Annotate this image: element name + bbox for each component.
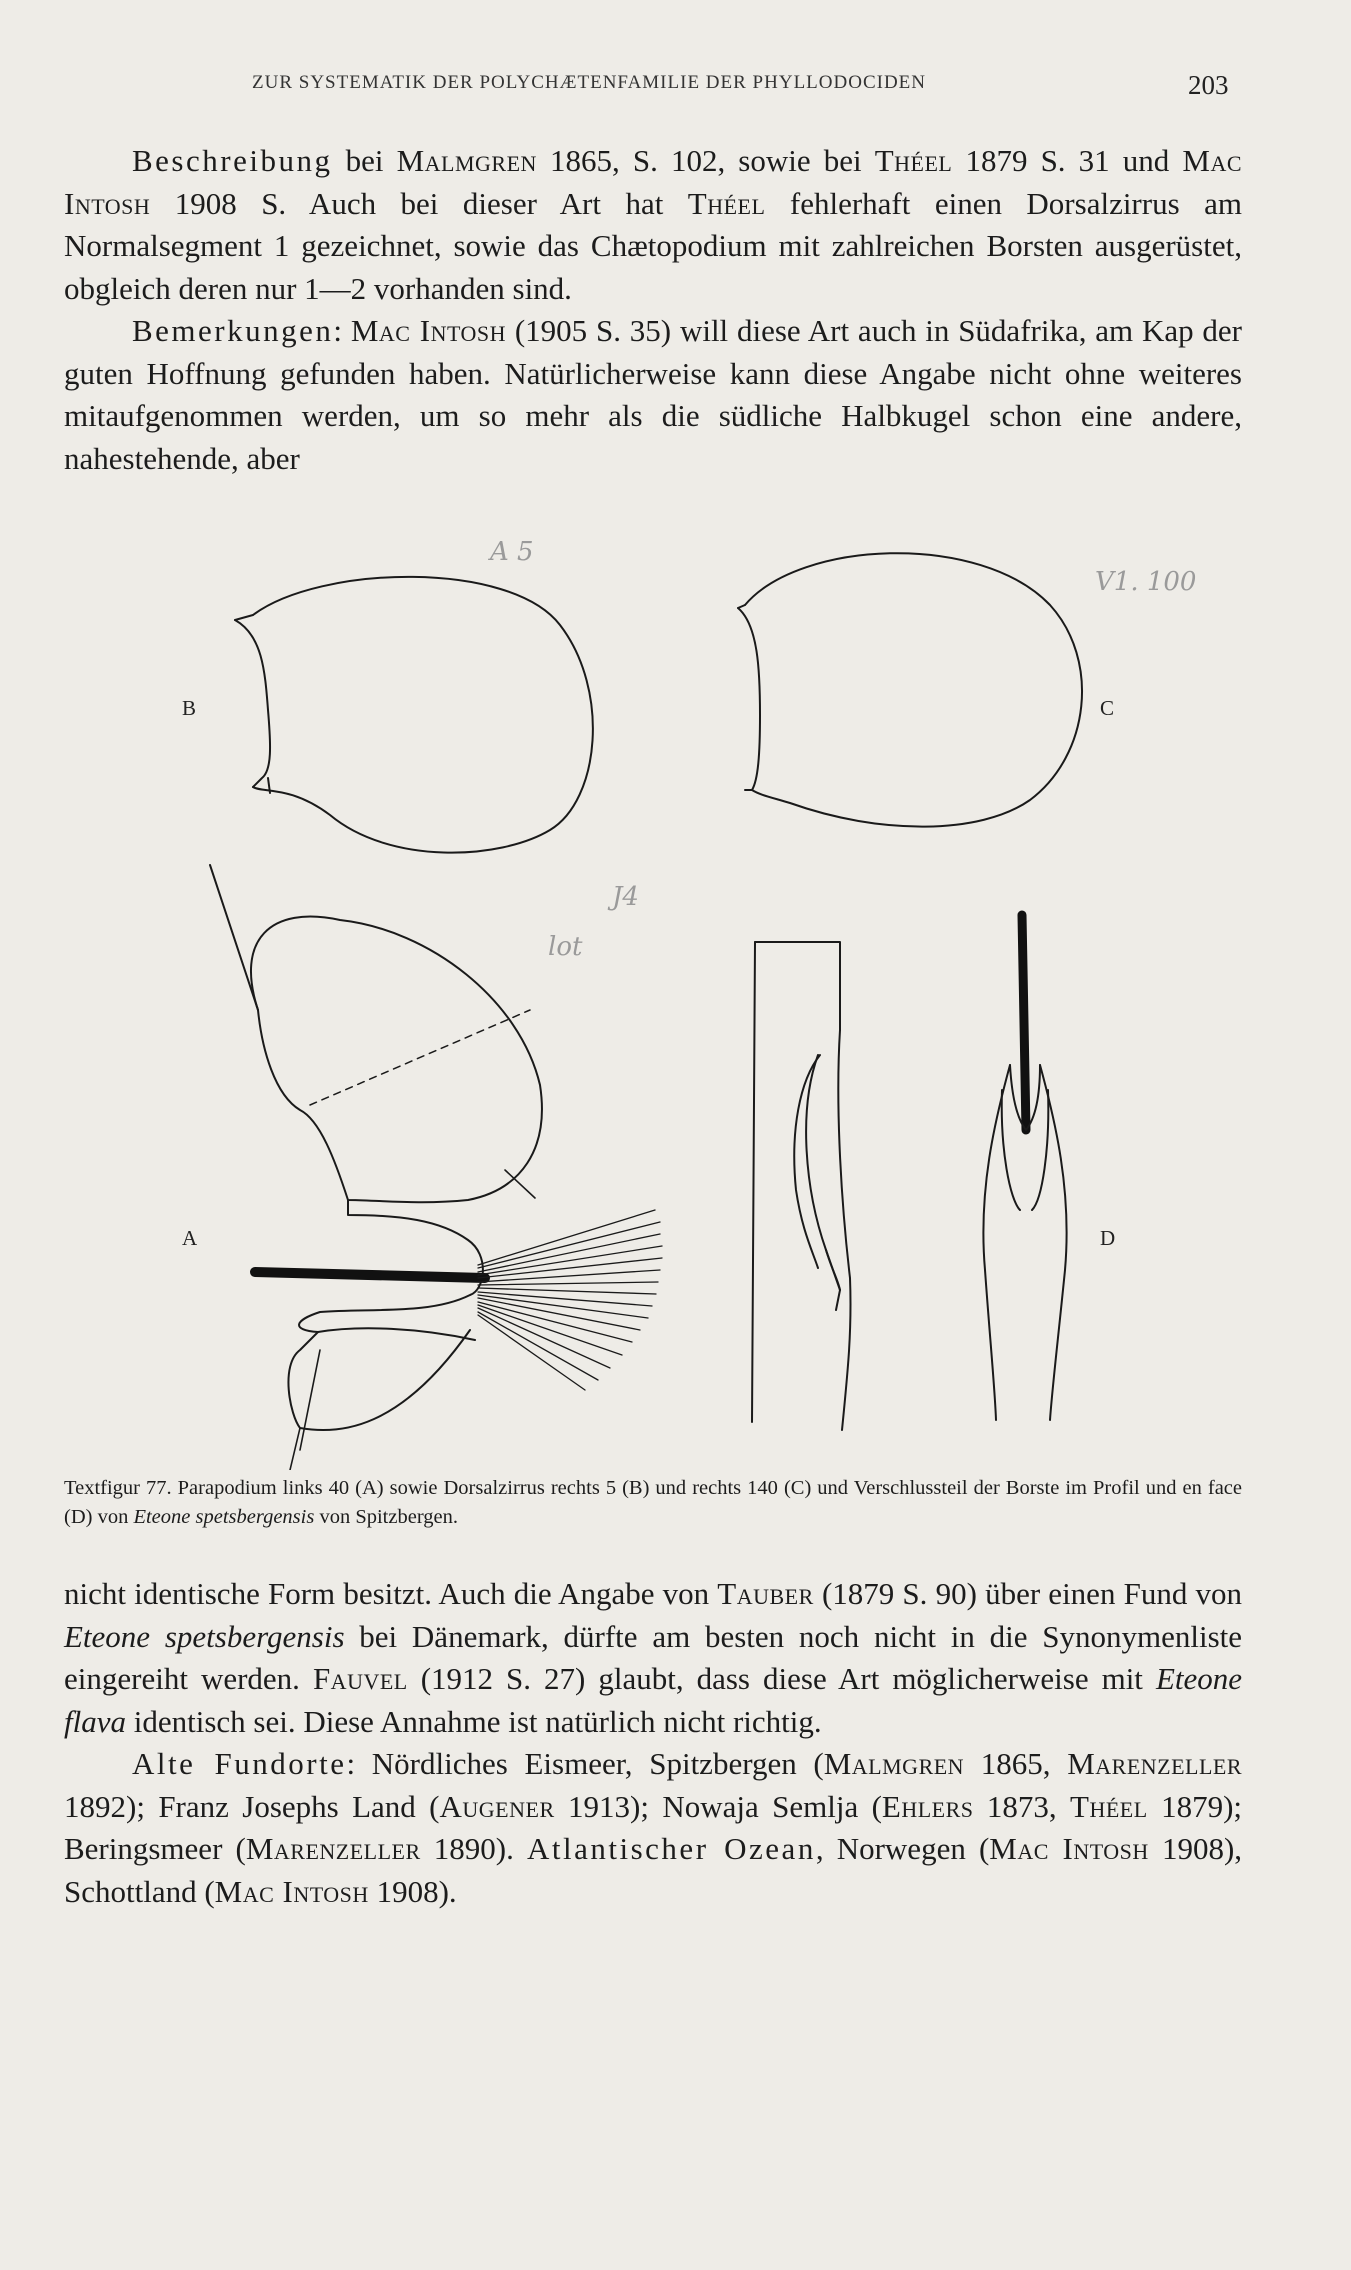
- author-name: Augener: [439, 1788, 555, 1824]
- species-name: Eteone flava: [64, 1661, 1243, 1739]
- top-text: [64, 140, 1242, 480]
- author-name: Mac Intosh: [214, 1873, 369, 1909]
- author-name: Malmgren: [396, 143, 537, 178]
- figure-part-d-seta-profile: [752, 942, 851, 1430]
- author-name: Ehlers: [881, 1788, 974, 1824]
- bottom-text: [64, 1573, 1242, 1913]
- figure-label-a: A: [182, 1226, 198, 1250]
- figure-part-b-dorsal-cirrus: [235, 577, 593, 853]
- author-name: Fauvel: [312, 1661, 408, 1696]
- figure-part-a-parapodium: [210, 865, 662, 1470]
- running-title: ZUR SYSTEMATIK DER POLYCHÆTENFAMILIE DER PHYLLODOCIDEN: [252, 72, 926, 93]
- pencil-mark: J4: [612, 882, 639, 912]
- pencil-mark: V1. 100: [1095, 567, 1197, 597]
- figure-label-d: D: [1100, 1226, 1116, 1250]
- author-name: Marenzeller: [245, 1831, 421, 1866]
- author-name: Théel: [687, 185, 766, 221]
- figure-label-c: C: [1100, 696, 1115, 720]
- author-name: Théel: [874, 143, 953, 178]
- species-name: Eteone spetsbergensis: [64, 1618, 345, 1654]
- paragraph-continuation: nicht identische Form besitzt. Auch die Angabe von Tauber (1879 S. 90) über einen Fund von Eteone spetsbergensis bei Dänemark, dürfte am besten noch nicht in die Synonymenliste eingereiht werden. Fauvel (1912 S. 27) glaubt, dass diese Art möglicherweise mit Eteone flava identisch sei. Diese Annahme ist natürlich nicht richtig.: [64, 1576, 1243, 1739]
- figure-label-b: B: [182, 696, 197, 720]
- author-name: Mac Intosh: [350, 313, 507, 348]
- author-name: Théel: [1070, 1788, 1148, 1824]
- species-name: Eteone spetsbergensis: [133, 1506, 315, 1528]
- paragraph-alte-fundorte: Alte Fundorte: Nördliches Eismeer, Spitzbergen (Malmgren 1865, Marenzeller 1892); Franz Josephs Land (Augener 1913); Nowaja Semlja (Ehlers 1873, Théel 1879); Beringsmeer (Marenzeller 1890). Atlantischer Ozean, Norwegen (Mac Intosh 1908), Schottland (Mac Intosh 1908).: [64, 1746, 1243, 1909]
- page-number: 203: [1188, 70, 1229, 100]
- figure-part-c-dorsal-cirrus: [738, 553, 1082, 826]
- pencil-mark: lot: [548, 932, 583, 962]
- pencil-mark: A 5: [490, 537, 534, 567]
- author-name: Marenzeller: [1067, 1746, 1243, 1781]
- figure-part-d-seta-en-face: [983, 915, 1066, 1420]
- author-name: Tauber: [717, 1576, 814, 1611]
- author-name: Mac Intosh: [64, 143, 1243, 221]
- paragraph-beschreibung: Beschreibung bei Malmgren 1865, S. 102, sowie bei Théel 1879 S. 31 und Mac Intosh 1908 S. Auch bei dieser Art hat Théel fehlerhaft einen Dorsalzirrus am Normalsegment 1 gezeichnet, sowie das Chætopodium mit zahlreichen Borsten ausgerüstet, obgleich deren nur 1—2 vorhanden sind.: [64, 143, 1243, 306]
- text-figure-77: [0, 510, 1351, 1470]
- paragraph-bemerkungen: Bemerkungen: Mac Intosh (1905 S. 35) will diese Art auch in Südafrika, am Kap der guten Hoffnung gefunden haben. Natürlicherweise kann diese Angabe nicht ohne weiteres mitaufgenommen werden, um so mehr als die südliche Halbkugel schon eine andere, nahestehende, aber: [64, 313, 1243, 476]
- figure-caption: Textfigur 77. Parapodium links 40 (A) sowie Dorsalzirrus rechts 5 (B) und rechts 140 (C) und Verschlussteil der Borste im Profil und en face (D) von Eteone spetsbergensis von Spitzbergen.: [64, 1477, 1242, 1528]
- author-name: Mac Intosh: [989, 1831, 1149, 1866]
- author-name: Malmgren: [823, 1746, 965, 1781]
